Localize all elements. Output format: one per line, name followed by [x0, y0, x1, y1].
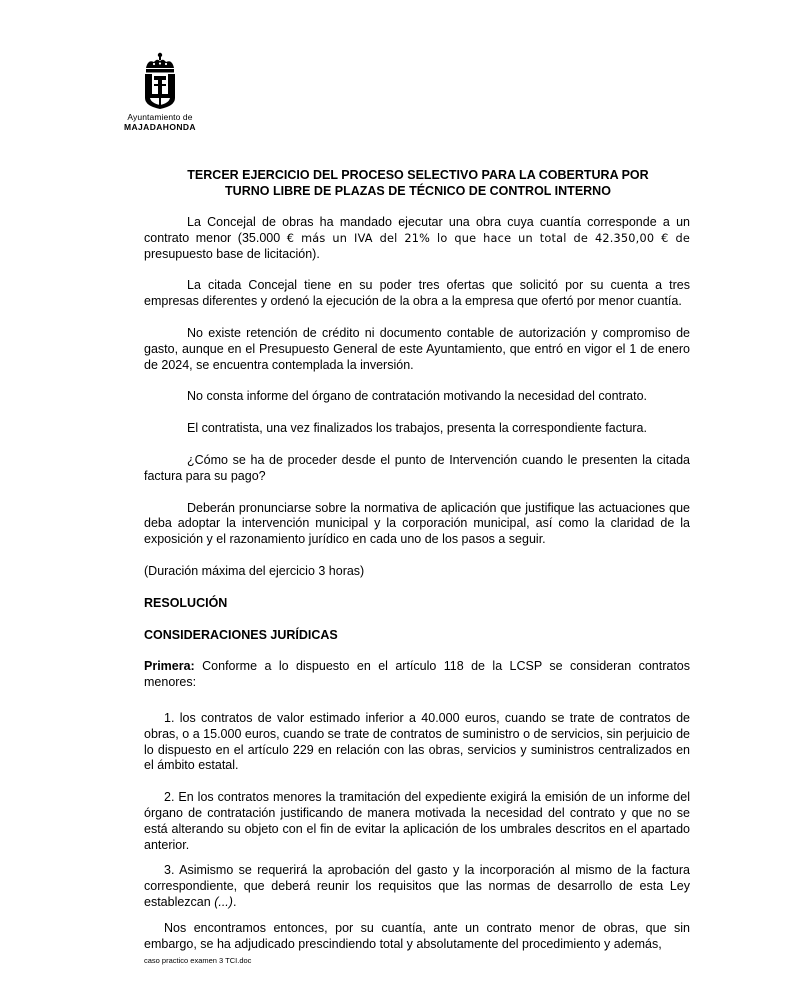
list-item-3	[144, 863, 690, 910]
list-item-3-ellipsis: (...)	[214, 894, 233, 909]
logo-line-majadahonda: MAJADAHONDA	[124, 122, 196, 132]
paragraph-credit: No existe retención de crédito ni documento contable de autorización y compromiso de gasto, aunque en el Presupuesto General de este Ayuntamiento, que entró en vigor el 1 de enero de 2024, se encuentra contemplada la inversión.	[144, 325, 690, 372]
list-item-3-end: .	[232, 894, 237, 909]
paragraph-duration: (Duración máxima del ejercicio 3 horas)	[144, 563, 365, 578]
paragraph-primera	[144, 659, 690, 691]
title-line-1: TERCER EJERCICIO DEL PROCESO SELECTIVO PARA LA COBERTURA POR	[187, 168, 649, 182]
document-body	[144, 215, 690, 952]
list-item-2: 2. En los contratos menores la tramitación del expediente exigirá la emisión de un informe del órgano de contratación justificando de manera motivada la necesidad del contrato y que no se está alterando su objeto con el fin de evitar la aplicación de los umbrales descritos en el apartado anterior.	[144, 790, 690, 852]
paragraph-contract	[144, 215, 690, 262]
paragraph-report: No consta informe del órgano de contratación motivando la necesidad del contrato.	[187, 389, 648, 404]
primera-text: Conforme a lo dispuesto en el artículo 118 de la LCSP se consideran contratos menores:	[144, 659, 690, 690]
paragraph-contract-c: presupuesto base de licitación).	[144, 246, 320, 261]
paragraph-closing: Nos encontramos entonces, por su cuantía, ante un contrato menor de obras, que sin embargo, se ha adjudicado prescindiendo total y absolutamente del procedimiento y además,	[144, 920, 690, 951]
paragraph-question: ¿Cómo se ha de proceder desde el punto de Intervención cuando le presenten la citada factura para su pago?	[144, 452, 690, 483]
footer-filename: caso practico examen 3 TCI.doc	[144, 956, 252, 965]
paragraph-contract-a: La Concejal de obras ha mandado ejecutar una obra cuya cuantía corresponde a un contrato menor (35.000	[144, 215, 690, 245]
paragraph-invoice: El contratista, una vez finalizados los trabajos, presenta la correspondiente factura.	[187, 421, 647, 436]
heading-consideraciones: CONSIDERACIONES JURÍDICAS	[144, 627, 338, 642]
paragraph-contract-amount: € más un IVA del 21% lo que hace un total de 42.350,00 € de	[286, 231, 690, 245]
paragraph-instructions: Deberán pronunciarse sobre la normativa de aplicación que justifique las actuaciones que deba adoptar la intervención municipal y la corporación municipal, así como la claridad de la exposición y el razonamiento jurídico en cada uno de los pasos a seguir.	[144, 500, 690, 547]
paragraph-offers: La citada Concejal tiene en su poder tres ofertas que solicitó por su cuenta a tres empresas diferentes y ordenó la ejecución de la obra a la empresa que ofertó por menor cuantía.	[144, 278, 690, 309]
list-item-3-text: 3. Asimismo se requerirá la aprobación del gasto y la incorporación al mismo de la factura correspondiente, que deberá reunir los requisitos que las normas de desarrollo de esta Ley establezcan	[144, 863, 690, 909]
title-line-2: TURNO LIBRE DE PLAZAS DE TÉCNICO DE CONTROL INTERNO	[225, 183, 611, 198]
logo-line-ayuntamiento: Ayuntamiento de	[127, 112, 193, 122]
primera-label: Primera:	[144, 659, 195, 674]
municipal-logo	[118, 52, 202, 132]
crown-castle-crest-icon	[140, 52, 180, 110]
page-title	[144, 168, 692, 199]
list-item-1: 1. los contratos de valor estimado inferior a 40.000 euros, cuando se trate de contratos de obras, o a 15.000 euros, cuando se trate de contratos de suministro o de servicios, sin perjuicio de lo dispuesto en el artículo 229 en relación con las obras, servicios y suministros centralizados en el ámbito estatal.	[144, 710, 690, 773]
heading-resolucion: RESOLUCIÓN	[144, 595, 228, 610]
